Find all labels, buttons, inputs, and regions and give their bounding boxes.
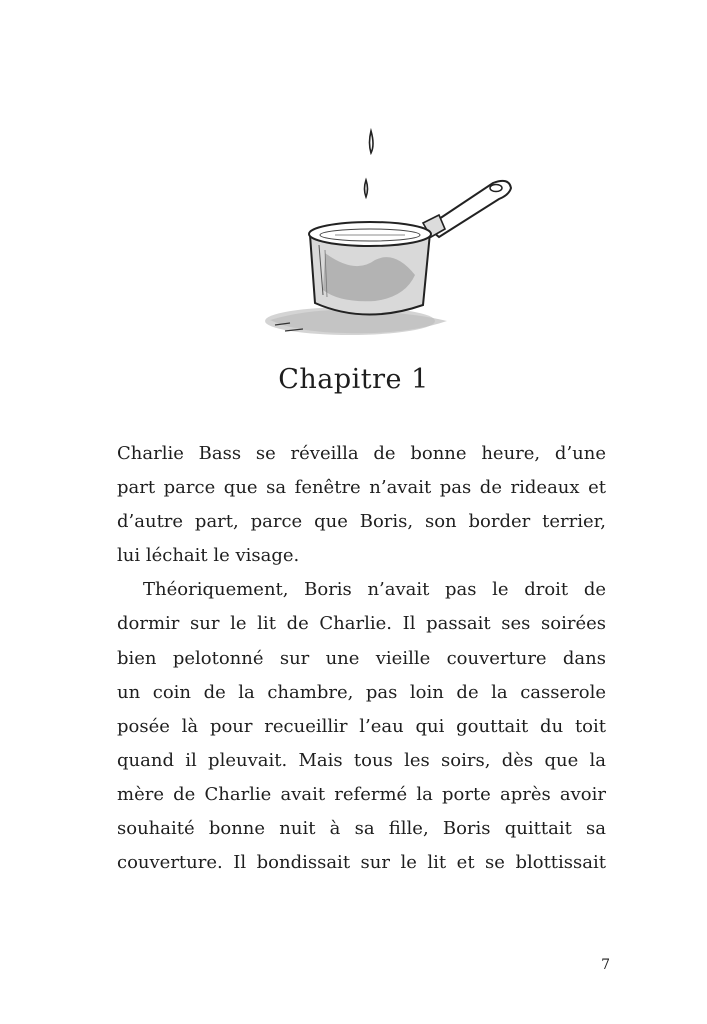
text-line: Théoriquement, Boris n’avait pas le droit de bbox=[143, 579, 606, 601]
paragraph-2 bbox=[117, 573, 606, 880]
text-line: posée là pour recueillir l’eau qui gouttait du toit bbox=[117, 715, 606, 737]
text-line: couverture. Il bondissait sur le lit et se blottissait bbox=[117, 852, 606, 874]
paragraph-1 bbox=[117, 437, 606, 573]
text-line: bien pelotonné sur une vieille couverture dans bbox=[117, 647, 606, 669]
text-line: dormir sur le lit de Charlie. Il passait ses soirées bbox=[117, 613, 606, 635]
chapter-title: Chapitre 1 bbox=[278, 364, 429, 395]
text-line: d’autre part, parce que Boris, son border terrier, bbox=[117, 511, 606, 533]
text-line: lui léchait le visage. bbox=[117, 545, 300, 567]
text-line: quand il pleuvait. Mais tous les soirs, dès que la bbox=[117, 749, 606, 771]
text-line: mère de Charlie avait refermé la porte après avoir bbox=[117, 783, 606, 805]
text-line: part parce que sa fenêtre n’avait pas de rideaux et bbox=[117, 477, 606, 499]
text-line: souhaité bonne nuit à sa fille, Boris quittait sa bbox=[117, 818, 606, 840]
saucepan-illustration bbox=[255, 125, 525, 350]
text-line: un coin de la chambre, pas loin de la casserole bbox=[117, 681, 606, 703]
page-number: 7 bbox=[601, 957, 610, 973]
text-line: Charlie Bass se réveilla de bonne heure, d’une bbox=[117, 443, 606, 464]
chapter-body-text bbox=[117, 437, 606, 880]
